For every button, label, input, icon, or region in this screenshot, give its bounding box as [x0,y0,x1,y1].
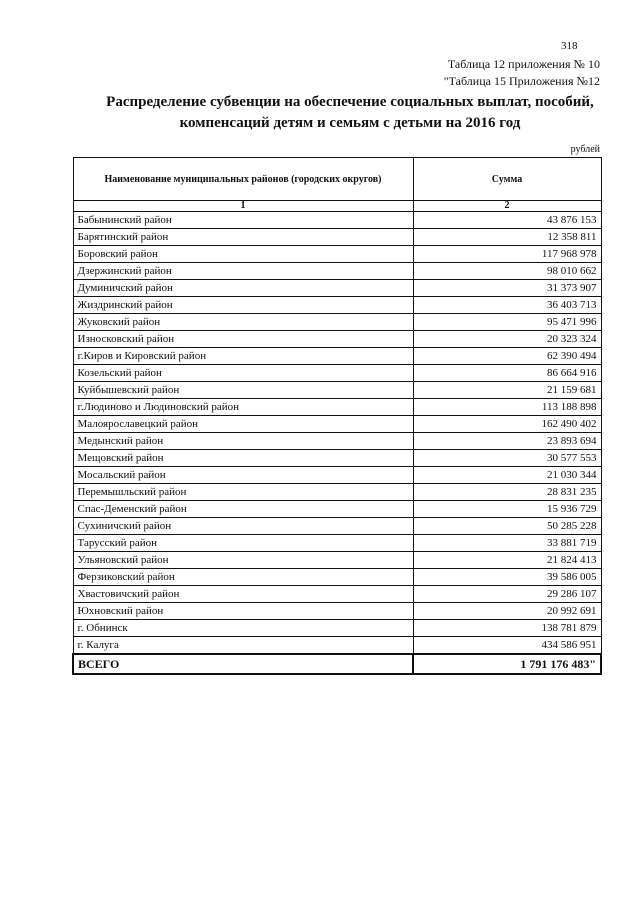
subsidy-sum: 39 586 005 [413,569,601,586]
subsidy-sum: 138 781 879 [413,620,601,637]
table-row [73,314,601,331]
table-row [73,348,601,365]
subsidy-sum: 15 936 729 [413,501,601,518]
title-line-1: Распределение субвенции на обеспечение социальных выплат, пособий, [106,94,594,110]
appendix-line-2: "Таблица 15 Приложения №12 [443,74,600,88]
municipality-name: г. Обнинск [73,620,413,637]
column-number-2: 2 [413,201,601,212]
table-row [73,416,601,433]
table-row [73,382,601,399]
table-row [73,263,601,280]
subsidy-sum: 28 831 235 [413,484,601,501]
municipality-name: Сухиничский район [73,518,413,535]
table-row [73,484,601,501]
municipality-name: Боровский район [73,246,413,263]
subsidy-sum: 23 893 694 [413,433,601,450]
header-municipality: Наименование муниципальных районов (городских округов) [73,158,413,201]
subsidy-sum: 21 824 413 [413,552,601,569]
subsidy-sum: 162 490 402 [413,416,601,433]
municipality-name: Юхновский район [73,603,413,620]
subsidy-sum: 20 323 324 [413,331,601,348]
municipality-name: Ферзиковский район [73,569,413,586]
municipality-name: г.Киров и Кировский район [73,348,413,365]
municipality-name: Жуковский район [73,314,413,331]
table-row [73,212,601,229]
municipality-name: Хвастовичский район [73,586,413,603]
subsidy-sum: 21 159 681 [413,382,601,399]
subsidy-sum: 30 577 553 [413,450,601,467]
title-line-2: компенсаций детям и семьям с детьми на 2016 год [179,115,521,131]
municipality-name: Перемышльский район [73,484,413,501]
municipality-name: Мещовский район [73,450,413,467]
subsidy-sum: 12 358 811 [413,229,601,246]
total-row [73,654,601,674]
municipality-name: Мосальский район [73,467,413,484]
page-number: 318 [561,40,578,52]
subsidy-sum: 31 373 907 [413,280,601,297]
municipality-name: Козельский район [73,365,413,382]
subsidy-table [72,157,602,675]
table-row [73,535,601,552]
column-number-1: 1 [73,201,413,212]
subsidy-sum: 36 403 713 [413,297,601,314]
municipality-name: Малоярославецкий район [73,416,413,433]
table-header-row [73,158,601,201]
municipality-name: Жиздринский район [73,297,413,314]
subsidy-sum: 33 881 719 [413,535,601,552]
table-row [73,586,601,603]
total-sum: 1 791 176 483" [413,654,601,674]
municipality-name: Бабынинский район [73,212,413,229]
subsidy-sum: 117 968 978 [413,246,601,263]
column-number-row [73,201,601,212]
municipality-name: Дзержинский район [73,263,413,280]
table-row [73,297,601,314]
municipality-name: Медынский район [73,433,413,450]
total-label: ВСЕГО [73,654,413,674]
subsidy-sum: 62 390 494 [413,348,601,365]
subsidy-sum: 98 010 662 [413,263,601,280]
table-row [73,467,601,484]
municipality-name: Спас-Деменский район [73,501,413,518]
table-row [73,280,601,297]
subsidy-sum: 434 586 951 [413,637,601,655]
subsidy-sum: 20 992 691 [413,603,601,620]
table-row [73,637,601,655]
table-row [73,450,601,467]
municipality-name: г.Людиново и Людиновский район [73,399,413,416]
subsidy-sum: 113 188 898 [413,399,601,416]
table-row [73,603,601,620]
municipality-name: Тарусский район [73,535,413,552]
subsidy-sum: 21 030 344 [413,467,601,484]
table-row [73,569,601,586]
table-row [73,552,601,569]
subsidy-sum: 86 664 916 [413,365,601,382]
table-row [73,433,601,450]
table-row [73,501,601,518]
municipality-name: Барятинский район [73,229,413,246]
municipality-name: Думиничский район [73,280,413,297]
table-row [73,365,601,382]
table-row [73,246,601,263]
units-label: рублей [570,144,600,155]
table-row [73,229,601,246]
table-row [73,399,601,416]
municipality-name: Куйбышевский район [73,382,413,399]
subsidy-sum: 29 286 107 [413,586,601,603]
table-row [73,331,601,348]
municipality-name: Износковский район [73,331,413,348]
document-title [80,92,620,134]
table-row [73,620,601,637]
appendix-line-1: Таблица 12 приложения № 10 [447,57,600,71]
subsidy-sum: 95 471 996 [413,314,601,331]
subsidy-sum: 43 876 153 [413,212,601,229]
municipality-name: г. Калуга [73,637,413,655]
header-sum: Сумма [413,158,601,201]
municipality-name: Ульяновский район [73,552,413,569]
table-row [73,518,601,535]
subsidy-sum: 50 285 228 [413,518,601,535]
